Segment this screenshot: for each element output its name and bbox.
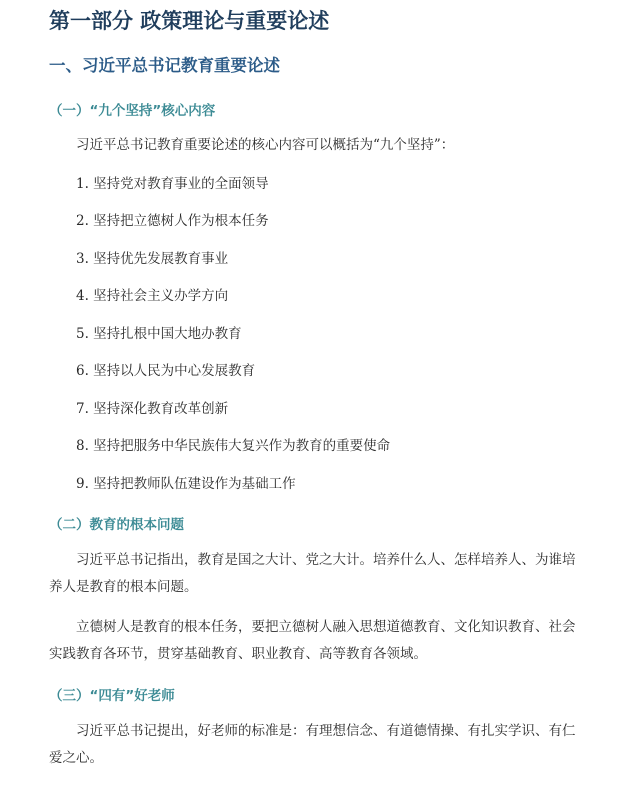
part-title: 第一部分 政策理论与重要论述 xyxy=(49,9,330,33)
subsection-intro-paragraph: 习近平总书记教育重要论述的核心内容可以概括为“九个坚持”： xyxy=(76,137,455,153)
body-paragraph: 立德树人是教育的根本任务，要把立德树人融入思想道德教育、文化知识教育、社会实践教育各环节，贯穿基础教育、职业教育、高等教育各领域。 xyxy=(49,619,576,662)
list-item: 6. 坚持以人民为中心发展教育 xyxy=(76,363,256,379)
list-item: 7. 坚持深化教育改革创新 xyxy=(76,401,229,417)
list-item: 9. 坚持把教师队伍建设作为基础工作 xyxy=(76,476,296,492)
list-item: 1. 坚持党对教育事业的全面领导 xyxy=(76,176,269,192)
body-paragraph: 习近平总书记指出，教育是国之大计、党之大计。培养什么人、怎样培养人、为谁培养人是教育的根本问题。 xyxy=(49,552,576,595)
list-item: 5. 坚持扎根中国大地办教育 xyxy=(76,326,242,342)
list-item: 2. 坚持把立德树人作为根本任务 xyxy=(76,213,269,229)
body-paragraph: 习近平总书记提出，好老师的标准是：有理想信念、有道德情操、有扎实学识、有仁爱之心。 xyxy=(49,723,576,766)
list-item: 3. 坚持优先发展教育事业 xyxy=(76,251,229,267)
list-item: 4. 坚持社会主义办学方向 xyxy=(76,288,229,304)
list-item: 8. 坚持把服务中华民族伟大复兴作为教育的重要使命 xyxy=(76,438,391,454)
subsection-heading-nine-adherences: （一）“九个坚持”核心内容 xyxy=(49,103,216,119)
section-title: 一、习近平总书记教育重要论述 xyxy=(49,56,280,75)
subsection-heading-fundamental-question: （二）教育的根本问题 xyxy=(49,517,184,533)
subsection-heading-four-haves-teacher: （三）“四有”好老师 xyxy=(49,688,175,704)
